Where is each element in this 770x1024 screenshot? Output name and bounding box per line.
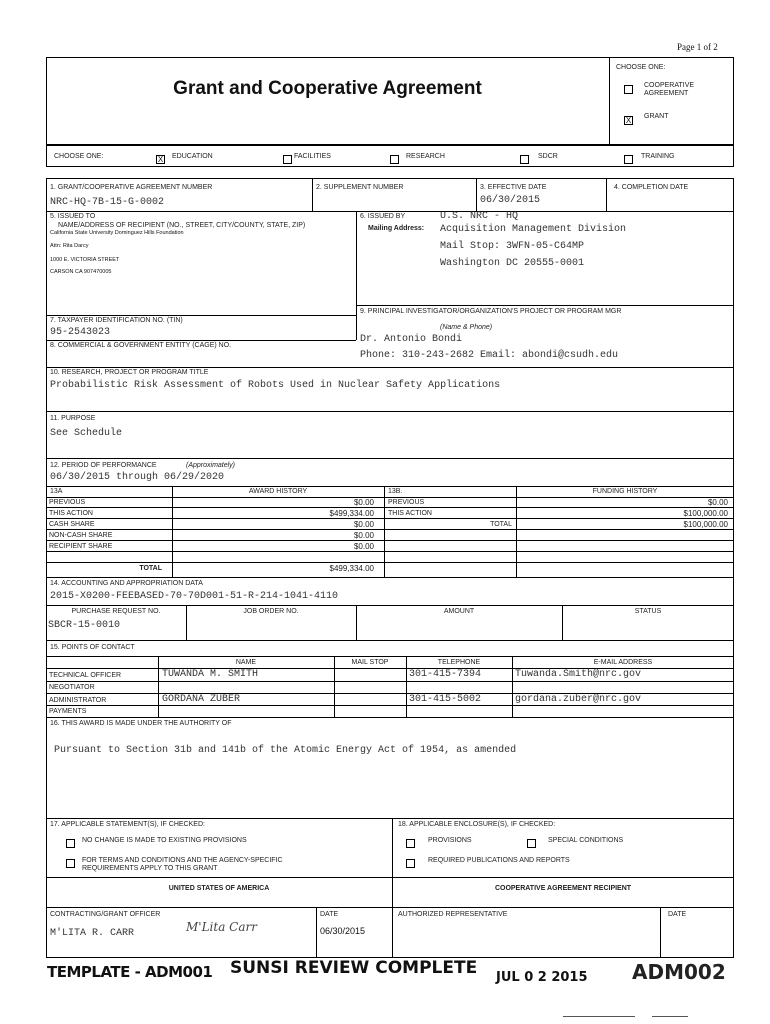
left-signature-header: UNITED STATES OF AMERICA [168,885,270,892]
purpose: See Schedule [50,428,123,439]
appropriation-data: 2015-X0200-FEEBASED-70-70D001-51-R-214-1041-4110 [50,591,339,602]
adm-stamp: ADM002 [632,960,726,984]
no-change-label: NO CHANGE IS MADE TO EXISTING PROVISIONS [82,837,247,844]
no-change-checkbox[interactable] [66,835,75,853]
sunsi-stamp: SUNSI REVIEW COMPLETE [230,958,478,978]
rep-label: AUTHORIZED REPRESENTATIVE [398,911,508,918]
award-row-label: NON-CASH SHARE [49,532,113,539]
poc-name-header: NAME [235,659,257,666]
poc-phone: 301-415-7394 [409,669,482,680]
funding-total-value: $100,000.00 [683,520,728,529]
box9-label: 9. PRINCIPAL INVESTIGATOR/ORGANIZATION'S PROJECT OR PROGRAM MGR [360,308,622,315]
box5-sublabel: NAME/ADDRESS OF RECIPIENT (NO., STREET, CITY/COUNTY, STATE, ZIP) [58,222,306,229]
box17-label: 17. APPLICABLE STATEMENT(S), IF CHECKED: [50,821,205,828]
award-row-value: $0.00 [353,531,374,540]
poc-mailstop-header: MAIL STOP [351,659,389,666]
choose-one-row-label: CHOOSE ONE: [54,153,104,160]
box7-label: 7. TAXPAYER IDENTIFICATION NO. (TIN) [50,317,183,324]
award-row-value: $499,334.00 [329,509,374,518]
terms-conditions-checkbox[interactable] [66,855,75,873]
issuer: U.S. NRC - HQ [440,211,519,222]
pi-name: Dr. Antonio Bondi [360,334,463,345]
recipient-street: 1000 E. VICTORIA STREET [50,257,120,263]
poc-telephone-header: TELEPHONE [437,659,481,666]
officer-date: 06/30/2015 [320,926,366,936]
box12-label-note: (Approximately) [186,462,236,469]
funding-history-header: FUNDING HISTORY [592,488,658,495]
education-checkbox[interactable]: X [157,155,164,165]
award-row-value: $0.00 [353,520,374,529]
award-row-label: RECIPIENT SHARE [49,543,113,550]
box10-label: 10. RESEARCH, PROJECT OR PROGRAM TITLE [50,369,209,376]
poc-email: Tuwanda.Smith@nrc.gov [515,669,642,680]
cooperative-agreement-label: COOPERATIVE AGREEMENT [644,82,695,97]
poc-phone: 301-415-5002 [409,694,482,705]
provisions-label: PROVISIONS [428,837,472,844]
officer-date-label: DATE [320,911,339,918]
funding-row-value: $100,000.00 [683,509,728,518]
sdcr-label: SDCR [538,153,558,160]
box12-label: 12. PERIOD OF PERFORMANCE [50,462,157,469]
authority: Pursuant to Section 31b and 141b of the Atomic Energy Act of 1954, as amended [54,745,517,756]
provisions-checkbox[interactable] [406,835,415,853]
award-row-value: $0.00 [353,498,374,507]
job-order-header: JOB ORDER NO. [243,608,299,615]
agreement-number: NRC-HQ-7B-15-G-0002 [50,197,165,208]
facilities-label: FACILITIES [294,153,331,160]
purchase-request-no: SBCR-15-0010 [48,620,121,631]
research-checkbox[interactable] [390,151,399,169]
right-signature-header: COOPERATIVE AGREEMENT RECIPIENT [494,885,632,892]
box8-label: 8. COMMERCIAL & GOVERNMENT ENTITY (CAGE) NO. [50,342,232,349]
funding-row-label: PREVIOUS [388,499,425,506]
grant-checkbox[interactable]: X [625,116,632,126]
training-checkbox[interactable] [624,151,633,169]
mailing-address-label: Mailing Address: [368,225,425,232]
recipient-name: California State University Dominguez Hills Foundation [50,230,184,236]
poc-role: TECHNICAL OFFICER [49,672,122,679]
award-row-label: THIS ACTION [49,510,93,517]
box5-label: 5. ISSUED TO [50,213,96,220]
training-label: TRAINING [641,153,675,160]
form-title: Grant and Cooperative Agreement [173,78,482,99]
period-of-performance: 06/30/2015 through 06/29/2020 [50,472,225,483]
award-history-header: AWARD HISTORY [248,488,308,495]
box2-label: 2. SUPPLEMENT NUMBER [316,184,404,191]
funding-total-label: TOTAL [490,521,512,528]
funding-row-label: THIS ACTION [388,510,432,517]
box16-label: 16. THIS AWARD IS MADE UNDER THE AUTHORITY OF [50,720,232,727]
effective-date: 06/30/2015 [480,195,541,206]
publications-checkbox[interactable] [406,855,415,873]
date-stamp: JUL 0 2 2015 [496,970,588,985]
special-conditions-label: SPECIAL CONDITIONS [548,837,624,844]
box9-label-note: (Name & Phone) [440,324,493,331]
award-total-value: $499,334.00 [329,564,374,573]
award-total-label: TOTAL [139,565,162,572]
box4-label: 4. COMPLETION DATE [614,184,689,191]
publications-label: REQUIRED PUBLICATIONS AND REPORTS [428,857,570,864]
project-title: Probabilistic Risk Assessment of Robots Used in Nuclear Safety Applications [50,380,501,391]
recipient-city: CARSON CA 907470005 [50,269,112,275]
award-row-value: $0.00 [353,542,374,551]
box18-label: 18. APPLICABLE ENCLOSURE(S), IF CHECKED: [398,821,556,828]
choose-one-top-label: CHOOSE ONE: [616,64,666,71]
officer-signature: M'Lita Carr [186,920,257,934]
box1-label: 1. GRANT/COOPERATIVE AGREEMENT NUMBER [50,184,213,191]
recipient-attn: Attn: Rita Darcy [50,243,89,249]
issuer-line-3: Washington DC 20555-0001 [440,258,585,269]
facilities-checkbox[interactable] [283,151,292,169]
poc-email: gordana.zuber@nrc.gov [515,694,642,705]
amount-header: AMOUNT [443,608,475,615]
poc-role: ADMINISTRATOR [49,697,107,704]
cooperative-agreement-checkbox[interactable] [624,81,633,99]
research-label: RESEARCH [406,153,445,160]
page-number: Page 1 of 2 [677,42,718,52]
box3-label: 3. EFFECTIVE DATE [480,184,547,191]
award-row-label: CASH SHARE [49,521,95,528]
terms-conditions-label: FOR TERMS AND CONDITIONS AND THE AGENCY-SPECIFIC REQUIREMENTS APPLY TO THIS GRANT [82,857,283,872]
pi-contact: Phone: 310-243-2682 Email: abondi@csudh.edu [360,350,619,361]
poc-name: GORDANA ZUBER [162,694,241,705]
box14-label: 14. ACCOUNTING AND APPROPRIATION DATA [50,580,203,587]
poc-role: PAYMENTS [49,708,87,715]
special-conditions-checkbox[interactable] [527,835,536,853]
template-stamp: TEMPLATE - ADM001 [47,963,213,981]
poc-email-header: E-MAIL ADDRESS [593,659,653,666]
box13a-label: 13A [50,488,63,495]
education-label: EDUCATION [172,153,213,160]
taxpayer-id: 95-2543023 [50,327,111,338]
purchase-request-header: PURCHASE REQUEST NO. [71,608,161,615]
funding-row-value: $0.00 [707,498,728,507]
box11-label: 11. PURPOSE [50,415,96,422]
poc-name: TUWANDA M. SMITH [162,669,259,680]
poc-role: NEGOTIATOR [49,684,95,691]
issuer-line-2: Mail Stop: 3WFN-05-C64MP [440,241,585,252]
issuer-line-1: Acquisition Management Division [440,224,627,235]
rep-date-label: DATE [668,911,687,918]
box6-label: 6. ISSUED BY [360,213,406,220]
box15-label: 15. POINTS OF CONTACT [50,644,135,651]
grant-label: GRANT [644,113,669,120]
officer-name: M'LITA R. CARR [50,928,135,939]
status-header: STATUS [634,608,662,615]
award-row-label: PREVIOUS [49,499,86,506]
officer-label: CONTRACTING/GRANT OFFICER [50,911,161,918]
sdcr-checkbox[interactable] [520,151,529,169]
box13b-label: 13B. [388,488,403,495]
